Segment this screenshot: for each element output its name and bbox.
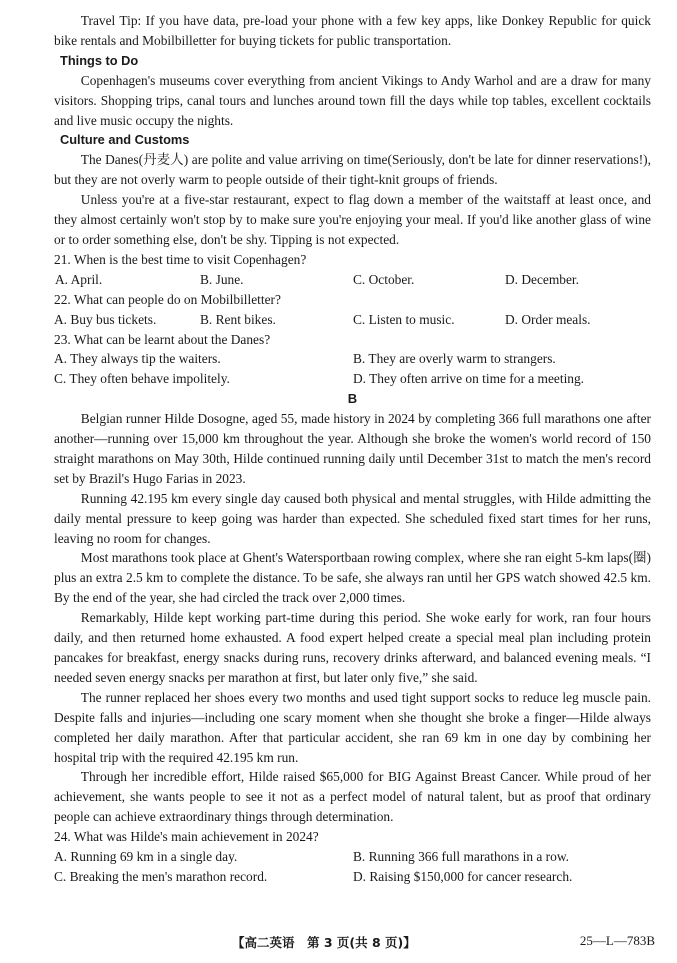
question-21: 21. When is the best time to visit Copenhagen? xyxy=(54,251,307,267)
b-paragraph-4: Remarkably, Hilde kept working part-time during this period. She woke early for work, ran four hours daily, and then returned home exhausted. A food expert helped create a special meal plan including protein pancakes for breakfast, energy snacks during runs, recovery drinks afterward, and balanced evening meals. “I needed seven energy snacks per marathon at first, but later only five,” she said. xyxy=(54,610,651,685)
q24-option-c[interactable]: C. Breaking the men's marathon record. xyxy=(54,868,268,884)
q22-option-a[interactable]: A. Buy bus tickets. xyxy=(54,311,157,327)
section-b-heading: B xyxy=(347,391,358,407)
question-24-options xyxy=(54,847,651,887)
q23-option-a[interactable]: A. They always tip the waiters. xyxy=(54,351,221,367)
q23-option-c[interactable]: C. They often behave impolitely. xyxy=(54,371,230,387)
q23-option-d[interactable]: D. They often arrive on time for a meeting. xyxy=(353,371,585,387)
q24-option-b[interactable]: B. Running 366 full marathons in a row. xyxy=(353,849,569,865)
question-23: 23. What can be learnt about the Danes? xyxy=(54,331,271,347)
travel-tip-paragraph: Travel Tip: If you have data, pre-load your phone with a few key apps, like Donkey Republic for quick bike rentals and Mobilbilletter for buying tickets for public transportation. xyxy=(54,13,651,48)
q22-option-b[interactable]: B. Rent bikes. xyxy=(200,311,276,327)
b-paragraph-6: Through her incredible effort, Hilde raised $65,000 for BIG Against Breast Cancer. While proud of her achievement, she wants people to see it not as a perfect model of natural talent, but as proof that ordinary people can achieve extraordinary things through determination. xyxy=(54,769,651,825)
question-21-options xyxy=(54,270,651,290)
question-24: 24. What was Hilde's main achievement in 2024? xyxy=(54,829,319,845)
footer-page-info: 【高二英语 第 3 页(共 8 页)】 xyxy=(232,935,416,950)
question-23-options xyxy=(54,349,651,389)
q21-option-c[interactable]: C. October. xyxy=(353,271,415,287)
q21-option-a[interactable]: A. April. xyxy=(55,271,103,287)
question-22: 22. What can people do on Mobilbilletter? xyxy=(54,291,281,307)
footer-exam-code: 25—L—783B xyxy=(579,933,655,948)
b-paragraph-3: Most marathons took place at Ghent's Watersportbaan rowing complex, where she ran eight 5-km laps(圈) plus an extra 2.5 km to complete the distance. To be safe, she always ran until her GPS watch showed 42.5 km. By the end of the year, she had circled the track over 2,000 times. xyxy=(54,550,651,606)
q24-option-a[interactable]: A. Running 69 km in a single day. xyxy=(54,849,238,865)
culture-paragraph-2: Unless you're at a five-star restaurant, expect to flag down a member of the waitstaff at least once, and they almost certainly won't stop by to make sure you're enjoying your meal. If you'd like another glass of wine or to order something else, don't be shy. Tipping is not expected. xyxy=(54,192,651,247)
q22-option-d[interactable]: D. Order meals. xyxy=(505,311,591,327)
b-paragraph-2: Running 42.195 km every single day caused both physical and mental struggles, with Hilde admitting the daily mental pressure to keep going was harder than expected. She scheduled fixed start times for her runs, leaving no room for changes. xyxy=(54,490,651,546)
heading-culture-customs: Culture and Customs xyxy=(60,132,190,148)
page-footer xyxy=(0,933,677,955)
heading-things-to-do: Things to Do xyxy=(60,52,139,68)
q24-option-d[interactable]: D. Raising $150,000 for cancer research. xyxy=(353,868,573,884)
page-content xyxy=(54,11,651,887)
q21-option-d[interactable]: D. December. xyxy=(505,271,579,287)
b-paragraph-5: The runner replaced her shoes every two months and used tight support socks to reduce leg muscle pain. Despite falls and injuries—including one scary moment when she thought she broke a finger—Hilde always completed her daily marathon. After that particular accident, she ran 69 km in one day by combining her hospital trip with the required 42.195 km run. xyxy=(54,689,651,765)
q21-option-b[interactable]: B. June. xyxy=(200,271,244,287)
q22-option-c[interactable]: C. Listen to music. xyxy=(353,311,455,327)
b-paragraph-1: Belgian runner Hilde Dosogne, aged 55, made history in 2024 by completing 366 full marathons one after another—running over 15,000 km throughout the year. Although she broke the women's world record of 150 straight marathons on May 30th, Hilde continued running daily until December 31st to match the men's record set by Brazil's Hugo Farias in 2023. xyxy=(54,411,651,486)
question-22-options xyxy=(54,310,651,330)
culture-paragraph-1: The Danes(丹麦人) are polite and value arriving on time(Seriously, don't be late for dinner reservations!), but they are not overly warm to people outside of their tight-knit groups of friends. xyxy=(54,152,651,188)
q23-option-b[interactable]: B. They are overly warm to strangers. xyxy=(353,351,556,367)
things-paragraph: Copenhagen's museums cover everything from ancient Vikings to Andy Warhol and are a draw for many visitors. Shopping trips, canal tours and lunches around town fill the days while top tables, excellent cocktails and live music occupy the nights. xyxy=(54,72,651,128)
